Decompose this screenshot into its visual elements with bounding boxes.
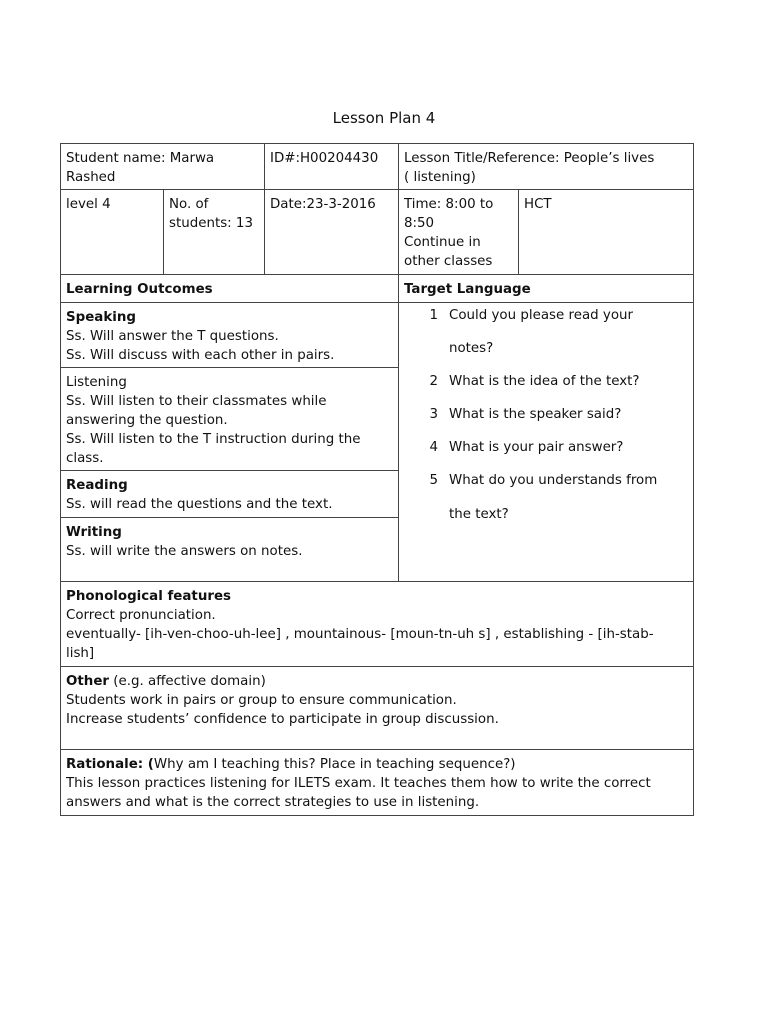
- learning-outcomes-heading-cell: [60, 275, 398, 303]
- student-name-cell: [60, 143, 264, 190]
- item-number: 3: [429, 407, 438, 422]
- item-text: What is the idea of the text?: [449, 374, 640, 389]
- phonological-line-2: eventually- [ih-ven-choo-uh-lee] , mountainous- [moun-tn-uh s] , establishing - [ih-stab-: [66, 627, 654, 642]
- id-cell: [264, 143, 398, 190]
- other-line-1: Students work in pairs or group to ensure communication.: [66, 693, 457, 708]
- other-heading-note: (e.g. affective domain): [109, 674, 266, 689]
- other-line-2: Increase students’ confidence to participate in group discussion.: [66, 712, 499, 727]
- target-language-heading-cell: [398, 275, 694, 303]
- listening-line-2: answering the question.: [66, 413, 228, 428]
- target-language-heading: Target Language: [404, 282, 531, 297]
- time-cell: [398, 190, 518, 275]
- other-cell: [60, 667, 694, 750]
- time-line-2: 8:50: [404, 216, 435, 231]
- item-number: 4: [429, 440, 438, 455]
- rationale-line-2: answers and what is the correct strategies to use in listening.: [66, 795, 480, 810]
- speaking-line-1: Ss. Will answer the T questions.: [66, 329, 279, 344]
- lesson-title-cell: [398, 143, 694, 190]
- phonological-heading: Phonological features: [66, 589, 232, 604]
- time-line-1: Time: 8:00 to: [404, 197, 494, 212]
- listening-line-4: class.: [66, 451, 104, 466]
- date-cell: [264, 190, 398, 275]
- student-id: ID#:H00204430: [270, 151, 379, 166]
- other-heading: Other: [66, 674, 110, 689]
- item-text: Could you please read your: [449, 308, 634, 323]
- item-text-continued: notes?: [449, 341, 494, 356]
- student-name-line-1: Student name: Marwa: [66, 151, 215, 166]
- rationale-heading-note: Why am I teaching this? Place in teaching sequence?): [153, 757, 516, 772]
- speaking-heading: Speaking: [66, 310, 136, 325]
- reading-cell: [60, 471, 398, 518]
- lesson-title-line-1: Lesson Title/Reference: People’s lives: [404, 151, 655, 166]
- students-line-1: No. of: [169, 197, 209, 212]
- item-text: What is your pair answer?: [449, 440, 624, 455]
- item-text: What do you understands from: [449, 473, 658, 488]
- place-cell: [518, 190, 694, 275]
- student-name-line-2: Rashed: [66, 170, 116, 185]
- place: HCT: [524, 197, 552, 212]
- rationale-heading: Rationale: (: [66, 757, 154, 772]
- writing-line-1: Ss. will write the answers on notes.: [66, 544, 303, 559]
- reading-heading: Reading: [66, 478, 128, 493]
- item-text: What is the speaker said?: [449, 407, 622, 422]
- time-line-4: other classes: [404, 254, 493, 269]
- item-number: 2: [429, 374, 438, 389]
- time-line-3: Continue in: [404, 235, 481, 250]
- rationale-heading-line: [66, 755, 688, 774]
- listening-cell: [60, 368, 398, 471]
- listening-line-1: Ss. Will listen to their classmates while: [66, 394, 327, 409]
- level: level 4: [66, 197, 111, 212]
- other-heading-line: [66, 672, 688, 691]
- speaking-cell: [60, 303, 398, 368]
- lesson-title-line-2: ( listening): [404, 170, 476, 185]
- reading-line-1: Ss. will read the questions and the text.: [66, 497, 333, 512]
- page-title: Lesson Plan 4: [332, 109, 436, 127]
- phonological-cell: [60, 582, 694, 667]
- students-line-2: students: 13: [169, 216, 253, 231]
- students-cell: [163, 190, 264, 275]
- rationale-cell: [60, 750, 694, 816]
- writing-heading: Writing: [66, 525, 122, 540]
- level-cell: [60, 190, 163, 275]
- phonological-line-3: lish]: [66, 646, 95, 661]
- listening-line-3: Ss. Will listen to the T instruction during the: [66, 432, 361, 447]
- rationale-line-1: This lesson practices listening for ILETS exam. It teaches them how to write the correct: [66, 776, 651, 791]
- item-number: 5: [429, 473, 438, 488]
- writing-cell: [60, 518, 398, 582]
- speaking-line-2: Ss. Will discuss with each other in pairs.: [66, 348, 335, 363]
- listening-heading: Listening: [66, 375, 127, 390]
- phonological-line-1: Correct pronunciation.: [66, 608, 216, 623]
- item-text-continued: the text?: [449, 507, 509, 522]
- date: Date:23-3-2016: [270, 197, 376, 212]
- learning-outcomes-heading: Learning Outcomes: [66, 282, 213, 297]
- item-number: 1: [429, 308, 438, 323]
